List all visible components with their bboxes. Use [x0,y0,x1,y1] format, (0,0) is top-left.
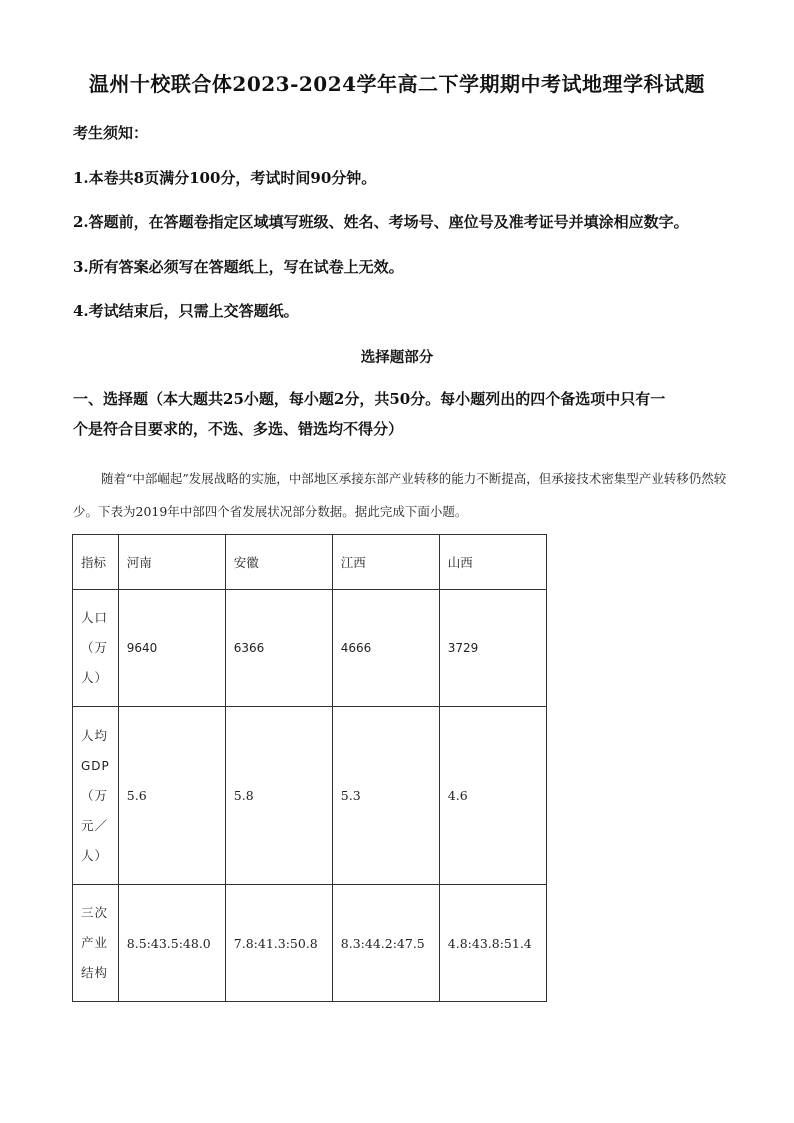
table-cell: 3729 [439,590,546,707]
row-label-line: （万 [81,787,109,803]
notice-item-2: 2.答题前，在答题卷指定区域填写班级、姓名、考场号、座位号及准考证号并填涂相应数字。 [73,213,689,231]
table-header-cell: 山西 [439,535,546,590]
row-label [73,590,119,707]
table-cell: 5.6 [118,707,225,885]
question-type-line-2: 个是符合目要求的，不选、多选、错选均不得分） [73,420,404,438]
table-cell: 7.8:41.3:50.8 [225,885,332,1002]
table-header-row [73,535,547,590]
table-row [73,590,547,707]
row-label-line: 人） [81,670,109,685]
table-cell: 4666 [332,590,439,707]
row-label-line: 产业 [81,935,109,950]
exam-title: 温州十校联合体2023-2024学年高二下学期期中考试地理学科试题 [88,72,706,96]
section-heading: 选择题部分 [360,349,434,366]
table-cell: 4.6 [439,707,546,885]
notice-item-4: 4.考试结束后，只需上交答题纸。 [73,302,299,320]
row-label-line: GDP [81,758,110,773]
row-label-line: 人均 [81,727,109,743]
table-cell: 5.3 [332,707,439,885]
row-label-line: 人） [81,847,109,863]
table-cell: 9640 [118,590,225,707]
province-data-table [72,534,547,1002]
table-header-cell: 指标 [73,535,119,590]
row-label-line: 元／ [81,817,109,833]
row-label-line: 三次 [81,905,109,920]
table-cell: 8.5:43.5:48.0 [118,885,225,1002]
table-cell: 8.3:44.2:47.5 [332,885,439,1002]
table-header-cell: 河南 [118,535,225,590]
table-row [73,707,547,885]
table-cell: 5.8 [225,707,332,885]
table-header-cell: 江西 [332,535,439,590]
row-label [73,885,119,1002]
row-label-line: 人口 [81,610,109,625]
question-type-line-1: 一、选择题（本大题共25小题，每小题2分，共50分。每小题列出的四个备选项中只有一 [73,390,666,408]
notice-item-3: 3.所有答案必须写在答题纸上，写在试卷上无效。 [73,258,404,276]
material-paragraph: 随着“中部崛起”发展战略的实施，中部地区承接东部产业转移的能力不断提高，但承接技术密集型产业转移仍然较少。下表为2019年中部四个省发展状况部分数据。据此完成下面小题。 [73,471,727,519]
row-label [73,707,119,885]
table-header-cell: 安徽 [225,535,332,590]
notice-item-1: 1.本卷共8页满分100分，考试时间90分钟。 [73,169,377,187]
table-row [73,885,547,1002]
row-label-line: 结构 [81,965,109,980]
notice-heading: 考生须知： [73,124,149,142]
table-cell: 6366 [225,590,332,707]
row-label-line: （万 [81,640,109,655]
table-cell: 4.8:43.8:51.4 [439,885,546,1002]
